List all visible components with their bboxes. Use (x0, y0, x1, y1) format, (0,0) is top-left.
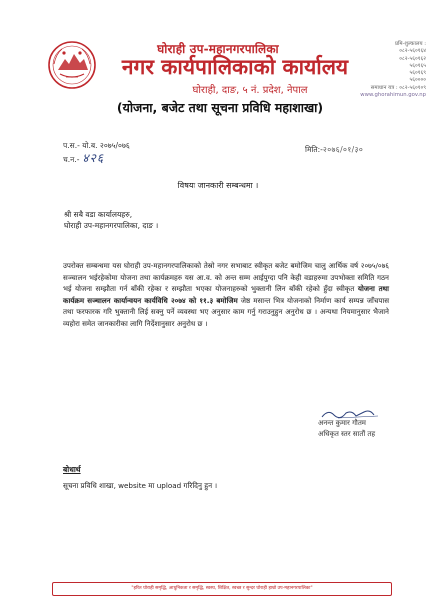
addressee-block (64, 209, 158, 231)
contact-line: ५६०१६९ (409, 70, 426, 77)
dispatch-number: ४२६ (82, 151, 105, 165)
addressee-line: श्री सबै वडा कार्यालयहरु, (64, 210, 133, 219)
contact-line: ०८२-५६०१६४ (399, 48, 426, 55)
division-name: (योजना, बजेट तथा सूचना प्रविधि महाशाखा) (116, 100, 324, 115)
reference-block (63, 140, 130, 166)
reference-number: प.स.- यो.ब. २०७५/०७६ (63, 141, 130, 150)
dispatch-label: च.न.- (63, 155, 80, 164)
date-row (305, 145, 363, 155)
cc-heading: बोधार्थ (63, 465, 81, 474)
signatory-name: अनन्त कुमार गौतम (318, 419, 366, 427)
addressee-line: घोराही उप-महानगरपालिका, दाङ । (64, 221, 159, 230)
dispatch-row (63, 152, 130, 166)
office-address: घोराही, दाङ, ५ नं. प्रदेश, नेपाल (192, 85, 308, 96)
subject-line: विषयः जानकारी सम्बन्धमा । (177, 181, 259, 190)
body-text-part: उपरोक्त सम्बन्धमा यस घोराही उप-महानगरपालिकाको तेस्रो नगर सभाबाट स्वीकृत बजेट बमोजिम चालु आर्थिक वर्ष २०७५/०७६ सञ्चालन भईरहेकोमा योजना तथा कार्यक्रमहरु यस आ.व. को अन्त सम्म आईपुग्दा पनि केही वडाहरुमा उपभोक्ता समिति गठन भई योजना सम्झौता गर्न बाँकी रहेका र सम्झौता भएका योजनाहरुको भुक्तानी लिन बाँकी रहेको हुँदा स्वीकृत (63, 261, 389, 294)
contact-line: ५६०१६५ (409, 62, 426, 69)
website-link[interactable]: www.ghorahimun.gov.np (360, 92, 426, 99)
contact-line: ५६०००० (409, 77, 426, 84)
cc-recipient: सूचना प्रविधि शाखा, website मा upload गरिदिनु हुन । (63, 481, 218, 490)
footer-slogan: "हरित घोराही समृद्धि, आधुनिकता र समृद्धि, स्वस्थ, शिक्षित, स्वच्छ र सुन्दर घोराही हाम्रो उप-महानगरपालिका" (52, 582, 392, 596)
office-name: नगर कार्यपालिकाको कार्यालय (121, 55, 349, 79)
contact-block (331, 41, 426, 99)
municipality-name: घोराही उप-महानगरपालिका (157, 42, 279, 56)
contact-line: प्रमि-शुल्कालय : (394, 41, 426, 47)
contact-line: समाधान यत्र : ०८२-५६०१०९ (370, 84, 426, 91)
body-bold-reference: योजना तथा कार्यक्रम सञ्चालन कार्यान्वयन कार्यविधि २०७४ को ११.३ बमोजिम (63, 284, 390, 305)
letter-body (63, 260, 389, 330)
body-text-part: जेष्ठ मसान्त भित्र योजनाको निर्माण कार्य सम्पन्न जाँचपास तथा फरफारक गरि भुक्तानी लिई सक्नु पर्ने व्यवस्था भए अनुसार काम गर्नु गराउनुहुन अनुरोध छ । अन्यथा नियमानुसार भैजाने व्यहोरा समेत जानकारीका लागि निर्देशानुसार अनुरोध छ । (63, 295, 389, 328)
contact-line: ०८२-५६०१६२ (399, 55, 426, 62)
date-label: मिति:- (305, 145, 323, 154)
date-value: २०७६/०१/३० (322, 145, 364, 154)
signatory-title: अधिकृत स्तर सातौं तह (318, 430, 376, 438)
